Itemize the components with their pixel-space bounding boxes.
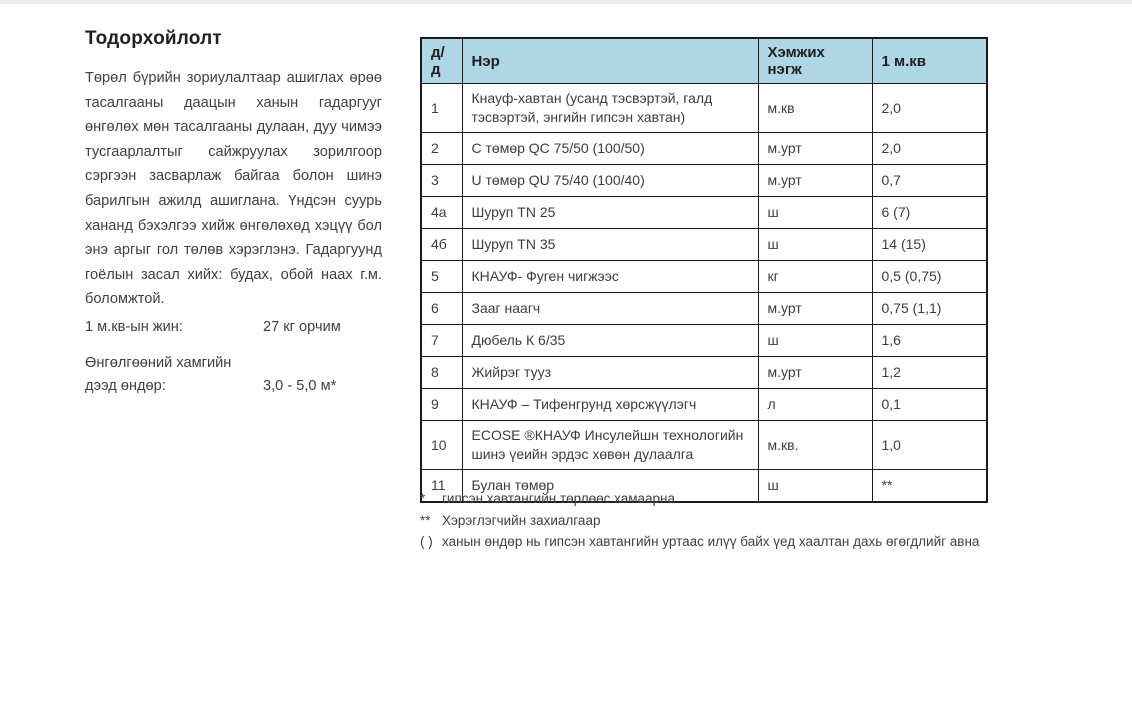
- footnote-list: [420, 488, 1000, 553]
- cell-number: 11: [421, 470, 462, 502]
- cell-name: ECOSE ®КНАУФ Инсулейшн технологийн шинэ үеийн эрдэс хөвөн дулаалга: [462, 421, 758, 470]
- cell-unit: л: [758, 389, 872, 421]
- cell-name: Шуруп TN 35: [462, 229, 758, 261]
- cell-per-sqm: 2,0: [872, 84, 987, 133]
- cell-number: 3: [421, 165, 462, 197]
- cell-number: 4а: [421, 197, 462, 229]
- header-number: д/д: [421, 38, 462, 84]
- footnote-text: гипсэн хавтангийн төрлөөс хамаарна: [442, 491, 675, 506]
- table-row: [421, 293, 987, 325]
- footnote-text: ханын өндөр нь гипсэн хавтангийн уртаас илүү байх үед хаалтан дахь өгөгдлийг авна: [442, 534, 980, 549]
- materials-table: [420, 37, 988, 503]
- spec-weight-row: [85, 316, 385, 339]
- cell-per-sqm: 1,6: [872, 325, 987, 357]
- cell-number: 6: [421, 293, 462, 325]
- cell-per-sqm: 0,75 (1,1): [872, 293, 987, 325]
- cell-per-sqm: 1,2: [872, 357, 987, 389]
- cell-name: U төмөр QU 75/40 (100/40): [462, 165, 758, 197]
- footnote-text: Хэрэглэгчийн захиалгаар: [442, 512, 601, 528]
- cell-per-sqm: 6 (7): [872, 197, 987, 229]
- footnote-marker: **: [420, 512, 431, 528]
- cell-name: Жийрэг тууз: [462, 357, 758, 389]
- cell-number: 8: [421, 357, 462, 389]
- cell-unit: м.урт: [758, 357, 872, 389]
- spec-height-row: [85, 352, 385, 398]
- cell-per-sqm: **: [872, 470, 987, 502]
- footnote-marker: ( ): [420, 534, 433, 549]
- cell-per-sqm: 2,0: [872, 133, 987, 165]
- table-row: [421, 84, 987, 133]
- cell-per-sqm: 0,7: [872, 165, 987, 197]
- page-top-strip: [0, 0, 1132, 4]
- table-row: [421, 133, 987, 165]
- cell-number: 4б: [421, 229, 462, 261]
- table-row: [421, 421, 987, 470]
- cell-unit: кг: [758, 261, 872, 293]
- cell-number: 5: [421, 261, 462, 293]
- cell-number: 7: [421, 325, 462, 357]
- cell-unit: м.урт: [758, 293, 872, 325]
- cell-unit: м.кв.: [758, 421, 872, 470]
- spec-height-value: 3,0 - 5,0 м*: [263, 378, 337, 394]
- description-paragraph: Төрөл бүрийн зориулалтаар ашиглах өрөө тасалгааны даацын ханын гадаргууг өнгөлөх мөн тасалгааны дулаан, дуу чимээ тусгаарлалтыг сайжруулах зорилгоор сэргээн засварлаж байгаа болон шинэ барилгын ажилд ашиглана. Үндсэн суурь хананд бэхэлгээ хийж өнгөлөхөд хэцүү бол энэ аргыг гол төлөв хэрэглэнэ. Гадаргуунд гоёлын засал хийх: будах, обой наах г.м. боломжтой.: [85, 70, 382, 308]
- table-header-row: [421, 38, 987, 84]
- header-per-sqm: 1 м.кв: [872, 38, 987, 84]
- cell-name: С төмөр QC 75/50 (100/50): [462, 133, 758, 165]
- table-row: [421, 325, 987, 357]
- footnote-parentheses: [420, 531, 1000, 553]
- cell-per-sqm: 0,5 (0,75): [872, 261, 987, 293]
- cell-name: Дюбель К 6/35: [462, 325, 758, 357]
- spec-list: [85, 316, 385, 411]
- section-title: Тодорхойлолт: [85, 28, 222, 49]
- cell-per-sqm: 1,0: [872, 421, 987, 470]
- table-row: [421, 261, 987, 293]
- cell-name: Шуруп TN 25: [462, 197, 758, 229]
- cell-number: 1: [421, 84, 462, 133]
- spec-weight-value: 27 кг орчим: [263, 319, 341, 335]
- materials-table-container: [420, 37, 986, 503]
- footnote-double-asterisk: [420, 510, 1000, 532]
- cell-per-sqm: 14 (15): [872, 229, 987, 261]
- cell-name: Булан төмөр: [462, 470, 758, 502]
- cell-unit: ш: [758, 197, 872, 229]
- header-name: Нэр: [462, 38, 758, 84]
- footnote-marker: *: [420, 491, 426, 506]
- table-row: [421, 165, 987, 197]
- cell-name: Зааг наагч: [462, 293, 758, 325]
- cell-unit: ш: [758, 470, 872, 502]
- cell-number: 10: [421, 421, 462, 470]
- spec-weight-label: 1 м.кв-ын жин:: [85, 319, 183, 335]
- cell-unit: м.кв: [758, 84, 872, 133]
- header-unit: Хэмжих нэгж: [758, 38, 872, 84]
- cell-number: 2: [421, 133, 462, 165]
- cell-unit: м.урт: [758, 165, 872, 197]
- cell-unit: ш: [758, 325, 872, 357]
- cell-name: Кнауф-хавтан (усанд тэсвэртэй, галд тэсвэртэй, энгийн гипсэн хавтан): [462, 84, 758, 133]
- description-panel: [85, 28, 382, 312]
- cell-per-sqm: 0,1: [872, 389, 987, 421]
- table-row: [421, 197, 987, 229]
- cell-name: КНАУФ – Тифенгрунд хөрсжүүлэгч: [462, 389, 758, 421]
- cell-number: 9: [421, 389, 462, 421]
- footnote-asterisk: [420, 488, 1000, 510]
- cell-name: КНАУФ- Фуген чигжээс: [462, 261, 758, 293]
- table-row: [421, 229, 987, 261]
- spec-height-label: Өнгөлгөөний хамгийн дээд өндөр:: [85, 355, 232, 394]
- cell-unit: м.урт: [758, 133, 872, 165]
- table-row: [421, 357, 987, 389]
- cell-unit: ш: [758, 229, 872, 261]
- table-row: [421, 389, 987, 421]
